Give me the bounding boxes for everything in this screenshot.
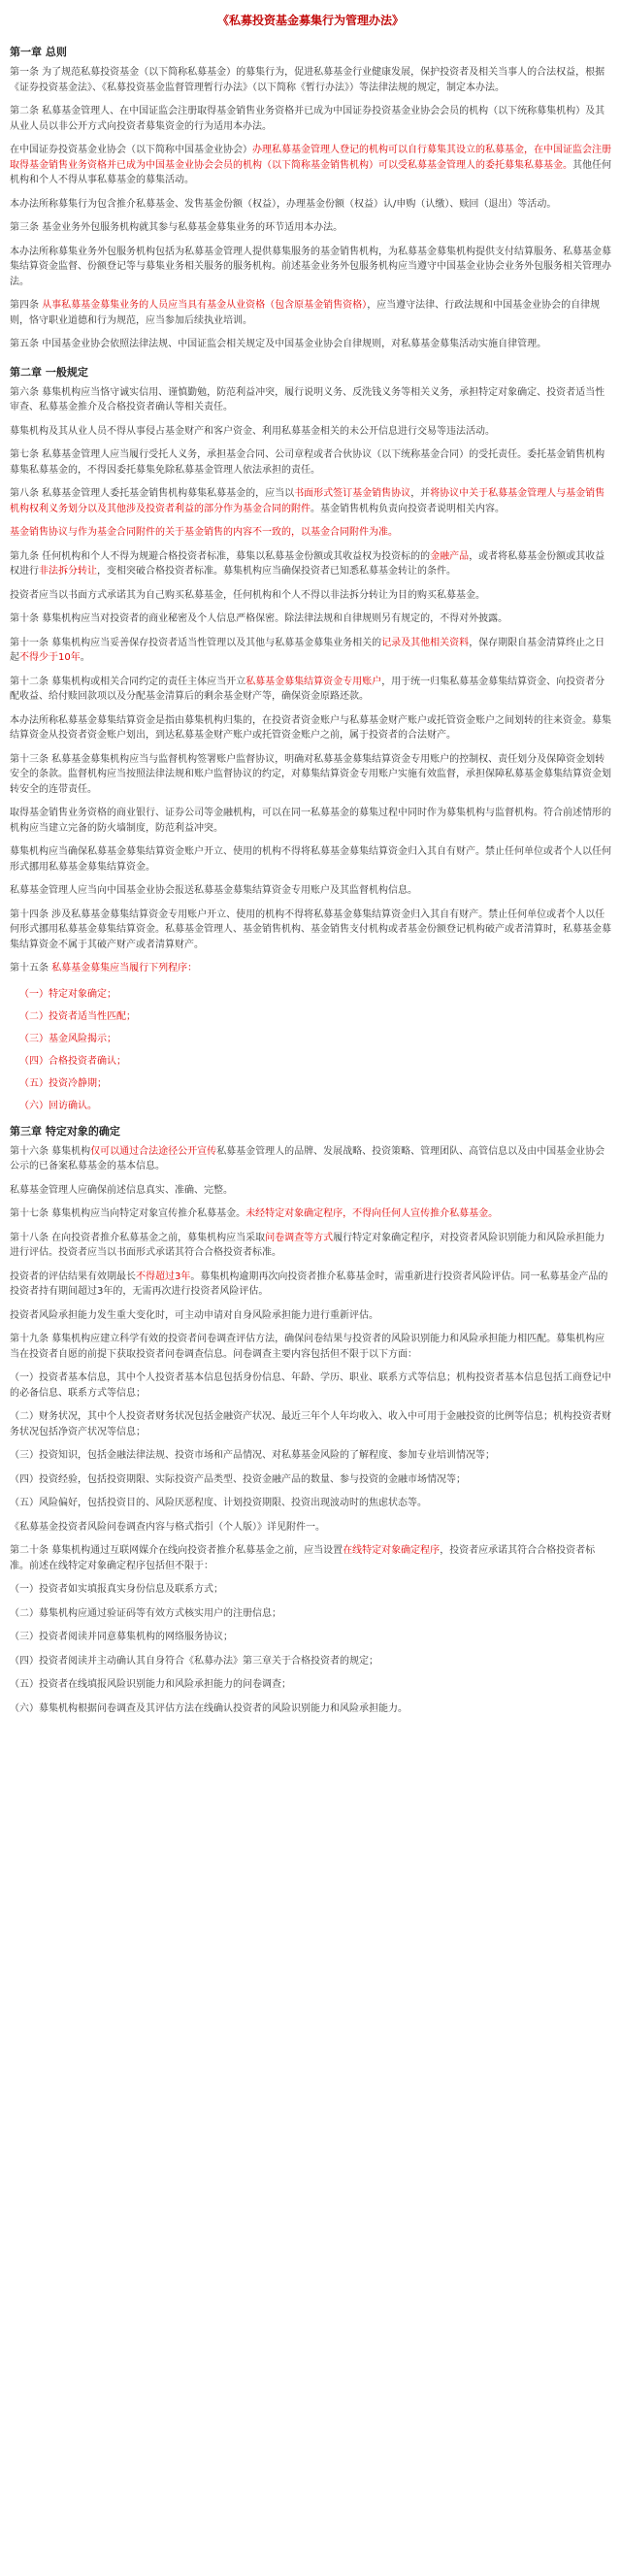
paragraph-text: 募集机构应当确保私募基金募集结算资金账户开立、使用的机构不得将私募基金募集结算资金归入其自有财产。禁止任何单位或者个人以任何形式挪用私募基金募集结算资金。 xyxy=(10,846,611,873)
article-paragraph xyxy=(10,447,611,478)
highlighted-text: 仅可以通过合法途径公开宣传 xyxy=(90,1145,217,1157)
article-paragraph xyxy=(10,1206,611,1222)
chapter-heading: 第三章 特定对象的确定 xyxy=(10,1124,120,1138)
highlighted-text: 记录及其他相关资料 xyxy=(381,637,470,648)
article-paragraph xyxy=(10,1654,611,1669)
highlighted-text: 可以受私募基金管理人的委托募集私募基金。 xyxy=(378,159,572,171)
article-paragraph xyxy=(10,611,611,627)
paragraph-text: ，并 xyxy=(410,488,431,499)
highlighted-text: 在中国证监会注册取得基金销售业务资格并已成为中国基金业协会会员的机构（以下简称基金销售机构） xyxy=(10,145,611,171)
highlighted-text: 基金销售协议与作为基金合同附件的关于基金销售的内容不一致的，以基金合同附件为准。 xyxy=(10,527,398,538)
article-paragraph xyxy=(10,104,611,134)
article-paragraph xyxy=(10,1448,611,1464)
paragraph-text: ，投资者应承诺其符合合格投资者标准。前述在线特定对象确定程序包括但不限于： xyxy=(10,1545,596,1571)
highlighted-text: 书面形式签订基金销售协议 xyxy=(294,488,411,499)
paragraph-text: 本办法所称募集行为包含推介私募基金、发售基金份额（权益），办理基金份额（权益）认/申购（认缴）、赎回（退出）等活动。 xyxy=(10,198,557,210)
paragraph-text: ，变相突破合格投资者标准。募集机构应当确保投资者已知悉私募基金转让的条件。 xyxy=(97,566,456,577)
paragraph-text: 投资者风险承担能力发生重大变化时，可主动申请对自身风险承担能力进行重新评估。 xyxy=(10,1309,378,1321)
highlighted-text: 金融产品 xyxy=(430,550,470,562)
paragraph-text: （二）财务状况，其中个人投资者财务状况包括金融资产状况、最近三年个人年均收入、收入中可用于金融投资的比例等信息；机构投资者财务状况包括净资产状况等信息； xyxy=(10,1411,611,1437)
paragraph-text: 。基金销售机构负责向投资者说明相关内容。 xyxy=(310,503,505,514)
paragraph-text: （五）风险偏好，包括投资目的、风险厌恶程度、计划投资期限、投资出现波动时的焦虑状态等。 xyxy=(10,1498,427,1508)
article-paragraph xyxy=(10,588,611,604)
paragraph-text: 第五条 中国基金业协会依照法律法规、中国证监会相关规定及中国基金业协会自律规则，对私募基金募集活动实施自律管理。 xyxy=(10,339,547,349)
article-paragraph xyxy=(10,298,611,328)
highlighted-text: 非法拆分转让 xyxy=(39,566,97,577)
article-paragraph xyxy=(10,1630,611,1645)
paragraph-text: 在中国证券投资基金业协会（以下简称中国基金业协会） xyxy=(10,145,252,155)
article-paragraph xyxy=(10,197,611,213)
article-paragraph xyxy=(10,883,611,899)
paragraph-text: 第三条 基金业务外包服务机构就其参与私募基金募集业务的环节适用本办法。 xyxy=(10,222,343,233)
paragraph-text: 《私募基金投资者风险问卷调查内容与格式指引（个人版）》详见附件一。 xyxy=(10,1521,325,1533)
paragraph-text: 。募集机构逾期再次向投资者推介私募基金时，需重新进行投资者风险评估。同一私募基金产品的投资者持有期间超过3年的，无需再次进行投资者风险评估。 xyxy=(10,1271,608,1297)
article-paragraph xyxy=(10,1472,611,1488)
paragraph-text: 第十二条 募集机构或相关合同约定的责任主体应当开立 xyxy=(10,676,246,687)
article-paragraph xyxy=(10,245,611,290)
paragraph-text: 第八条 私募基金管理人委托基金销售机构募集私募基金的，应当以 xyxy=(10,488,295,499)
procedure-item: （五）投资冷静期； xyxy=(19,1077,107,1089)
article-paragraph xyxy=(10,1231,611,1261)
paragraph-text: （一）投资者如实填报真实身份信息及联系方式； xyxy=(10,1584,223,1595)
highlighted-text: 将协议中关于私募基金管理人与基金销售机构权利义务划分以及其他涉及投资者利益的部分作为基金合同的附件 xyxy=(10,488,605,514)
article-paragraph xyxy=(10,908,611,953)
highlighted-text: 不得少于10年 xyxy=(19,652,81,663)
procedure-item: （二）投资者适当性匹配； xyxy=(19,1010,136,1022)
paragraph-text: 第十七条 募集机构应当向特定对象宣传推介私募基金。 xyxy=(10,1208,246,1219)
article-paragraph xyxy=(10,844,611,875)
paragraph-text: （五）投资者在线填报风险识别能力和风险承担能力的问卷调查； xyxy=(10,1679,291,1690)
article-paragraph xyxy=(10,806,611,836)
paragraph-text: ，用于统一归集私募基金募集结算资金、向投资者分配收益、给付赎回款项以及分配基金清算后的剩余基金财产等，确保资金原路还款。 xyxy=(10,676,605,702)
paragraph-text: 。 xyxy=(80,652,90,663)
article-paragraph xyxy=(10,486,611,516)
paragraph-text: 第一条 为了规范私募投资基金（以下简称私募基金）的募集行为，促进私募基金行业健康发展，保护投资者及相关当事人的合法权益，根据《证券投资基金法》、《私募投资基金监督管理暂行办法》（以下简称《暂行办法》）等法律法规的规定，制定本办法。 xyxy=(10,67,605,93)
article-paragraph xyxy=(10,675,611,705)
paragraph-text: 私募基金管理人的品牌、发展战略、投资策略、管理团队、高管信息以及由中国基金业协会公示的已备案私募基金的基本信息。 xyxy=(10,1145,605,1172)
paragraph-text: 其他任何机构和个人不得从事私募基金的募集活动。 xyxy=(10,159,611,185)
paragraph-text: 本办法所称募集业务外包服务机构包括为私募基金管理人提供募集服务的基金销售机构，为私募基金募集机构提供支付结算服务、私募基金募集结算资金监督、份额登记等与募集业务相关服务的服务机构。前述基金业务外包服务机构应当遵守中国基金业协会业务外包服务相关管理办法。 xyxy=(10,246,611,287)
paragraph-text: 第二条 私募基金管理人、在中国证监会注册取得基金销售业务资格并已成为中国证券投资基金业协会会员的机构（以下统称募集机构）及其从业人员以非公开方式向投资者募集资金的行为适用本办法。 xyxy=(10,106,605,132)
paragraph-text: ，应当遵守法律、行政法规和中国基金业协会的自律规则，恪守职业道德和行为规范，应当参加后续执业培训。 xyxy=(10,300,601,326)
article-paragraph xyxy=(10,337,611,352)
paragraph-text: 募集机构及其从业人员不得从事侵占基金财产和客户资金、利用私募基金相关的未公开信息进行交易等违法活动。 xyxy=(10,425,495,437)
procedure-item: （一）特定对象确定； xyxy=(19,988,116,1000)
paragraph-text: 履行特定对象确定程序，对投资者风险识别能力和风险承担能力进行评估。投资者应当以书面形式承诺其符合合格投资者标准。 xyxy=(10,1232,605,1258)
article-paragraph xyxy=(10,525,611,541)
highlighted-text: 办理私募基金管理人登记的机构可以自行募集其设立的私募基金， xyxy=(252,145,534,155)
paragraph-text: 第六条 募集机构应当恪守诚实信用、谨慎勤勉，防范利益冲突，履行说明义务、反洗钱义务等相关义务，承担特定对象确定、投资者适当性审查、私募基金推介及合格投资者确认等相关责任。 xyxy=(10,386,605,413)
highlighted-text: 在线特定对象确定程序 xyxy=(343,1545,441,1556)
paragraph-text: 第九条 任何机构和个人不得为规避合格投资者标准，募集以私募基金份额或其收益权为投资标的的 xyxy=(10,550,431,562)
paragraph-text: （二）募集机构应通过验证码等有效方式核实用户的注册信息； xyxy=(10,1607,281,1619)
article-paragraph xyxy=(10,961,611,976)
paragraph-text: 第十四条 涉及私募基金募集结算资金专用账户开立、使用的机构不得将私募基金募集结算资金归入其自有财产。禁止任何单位或者个人以任何形式挪用私募基金募集结算资金。私募基金管理人、基金销售机构、基金销售支付机构或者基金份额登记机构破产或者清算时，私募基金募集结算资金不属于其破产财产或者清算财产。 xyxy=(10,908,611,950)
article-paragraph xyxy=(10,1270,611,1300)
paragraph-text: （一）投资者基本信息，其中个人投资者基本信息包括身份信息、年龄、学历、职业、联系方式等信息；机构投资者基本信息包括工商登记中的必备信息、联系方式等信息； xyxy=(10,1372,611,1399)
paragraph-text: ，或者将私募基金份额或其收益权进行 xyxy=(10,550,605,577)
paragraph-text: 取得基金销售业务资格的商业银行、证券公司等金融机构，可以在同一私募基金的募集过程中同时作为募集机构与监督机构。符合前述情形的机构应当建立完备的防火墙制度，防范利益冲突。 xyxy=(10,808,611,834)
paragraph-text: （四）投资经验，包括投资期限、实际投资产品类型、投资金融产品的数量、参与投资的金融市场情况等； xyxy=(10,1473,466,1485)
procedure-item: （四）合格投资者确认； xyxy=(19,1055,126,1067)
paragraph-text: 第十五条 xyxy=(10,963,52,974)
article-paragraph xyxy=(10,1677,611,1693)
document-title: 《私募投资基金募集行为管理办法》 xyxy=(216,14,404,27)
article-paragraph xyxy=(10,1308,611,1324)
paragraph-text: 私募基金管理人应确保前述信息真实、准确、完整。 xyxy=(10,1184,233,1196)
article-paragraph xyxy=(10,1409,611,1439)
article-paragraph xyxy=(10,220,611,236)
article-paragraph xyxy=(10,752,611,798)
paragraph-text: 私募基金管理人应当向中国基金业协会报送私募基金募集结算资金专用账户及其监督机构信息。 xyxy=(10,885,417,896)
article-paragraph xyxy=(10,636,611,666)
article-paragraph xyxy=(10,1371,611,1401)
article-paragraph xyxy=(10,1144,611,1174)
chapter-heading: 第二章 一般规定 xyxy=(10,365,88,379)
article-paragraph xyxy=(10,549,611,579)
paragraph-text: 第十条 募集机构应当对投资者的商业秘密及个人信息严格保密。除法律法规和自律规则另有规定的，不得对外披露。 xyxy=(10,613,508,624)
highlighted-text: 未经特定对象确定程序，不得向任何人宣传推介私募基金。 xyxy=(245,1208,499,1219)
article-paragraph xyxy=(10,385,611,415)
highlighted-text: 私募基金募集结算资金专用账户 xyxy=(245,676,382,687)
paragraph-text: 投资者应当以书面方式承诺其为自己购买私募基金，任何机构和个人不得以非法拆分转让为目的购买私募基金。 xyxy=(10,589,485,601)
article-paragraph xyxy=(10,1543,611,1573)
chapter-heading: 第一章 总则 xyxy=(10,46,67,58)
article-paragraph xyxy=(10,424,611,440)
article-paragraph xyxy=(10,65,611,95)
procedure-item: （三）基金风险揭示； xyxy=(19,1033,116,1044)
paragraph-text: ，保存期限自基金清算终止之日起 xyxy=(10,637,605,663)
paragraph-text: （四）投资者阅读并主动确认其自身符合《私募办法》第三章关于合格投资者的规定； xyxy=(10,1655,378,1667)
highlighted-text: 不得超过3年 xyxy=(136,1271,191,1282)
paragraph-text: （三）投资者阅读并同意募集机构的网络服务协议； xyxy=(10,1632,233,1642)
article-paragraph xyxy=(10,143,611,188)
paragraph-text: 本办法所称私募基金募集结算资金是指由募集机构归集的，在投资者资金账户与私募基金财产账户或托管资金账户之间划转的往来资金。募集结算资金从投资者资金账户划出，到达私募基金财产账户或托管资金账户之前，属于投资者的合法财产。 xyxy=(10,714,611,741)
paragraph-text: 第四条 xyxy=(10,300,43,311)
article-paragraph xyxy=(10,1496,611,1511)
paragraph-text: 第十三条 私募基金募集机构应当与监督机构签署账户监督协议，明确对私募基金募集结算资金专用账户的控制权、责任划分及保障资金划转安全的条款。监督机构应当按照法律法规和账户监督协议的约定，对募集结算资金专用账户实施有效监督，承担保障私募基金募集结算资金划转安全的连带责任。 xyxy=(10,753,611,795)
article-paragraph xyxy=(10,713,611,743)
highlighted-text: 从事私募基金募集业务的人员应当具有基金从业资格（包含原基金销售资格） xyxy=(42,300,368,311)
article-paragraph xyxy=(10,1701,611,1717)
article-paragraph xyxy=(10,1520,611,1536)
article-paragraph xyxy=(10,1582,611,1598)
paragraph-text: 第七条 私募基金管理人应当履行受托人义务，承担基金合同、公司章程或者合伙协议（以下统称基金合同）的受托责任。委托基金销售机构募集私募基金的，不得因委托募集免除私募基金管理人依法承担的责任。 xyxy=(10,449,605,476)
paragraph-text: （三）投资知识，包括金融法律法规、投资市场和产品情况、对私募基金风险的了解程度、参加专业培训情况等； xyxy=(10,1450,495,1461)
procedure-item: （六）回访确认。 xyxy=(19,1100,97,1111)
paragraph-text: 第十一条 募集机构应当妥善保存投资者适当性管理以及其他与私募基金募集业务相关的 xyxy=(10,637,382,648)
paragraph-text: 投资者的评估结果有效期最长 xyxy=(10,1271,136,1282)
paragraph-text: 第二十条 募集机构通过互联网媒介在线向投资者推介私募基金之前，应当设置 xyxy=(10,1545,343,1556)
highlighted-text: 问卷调查等方式 xyxy=(265,1232,334,1243)
article-paragraph xyxy=(10,1332,611,1362)
paragraph-text: （六）募集机构根据问卷调查及其评估方法在线确认投资者的风险识别能力和风险承担能力。 xyxy=(10,1702,408,1714)
paragraph-text: 第十八条 在向投资者推介私募基金之前，募集机构应当采取 xyxy=(10,1232,266,1243)
article-paragraph xyxy=(10,1606,611,1622)
article-paragraph xyxy=(10,1183,611,1199)
highlighted-text: 私募基金募集应当履行下列程序： xyxy=(51,963,198,974)
paragraph-text: 第十六条 募集机构 xyxy=(10,1145,91,1157)
paragraph-text: 第十九条 募集机构应建立科学有效的投资者问卷调查评估方法，确保问卷结果与投资者的风险识别能力和风险承担能力相匹配。募集机构应当在投资者自愿的前提下获取投资者问卷调查信息。问卷调查主要内容包括但不限于以下方面： xyxy=(10,1334,605,1360)
